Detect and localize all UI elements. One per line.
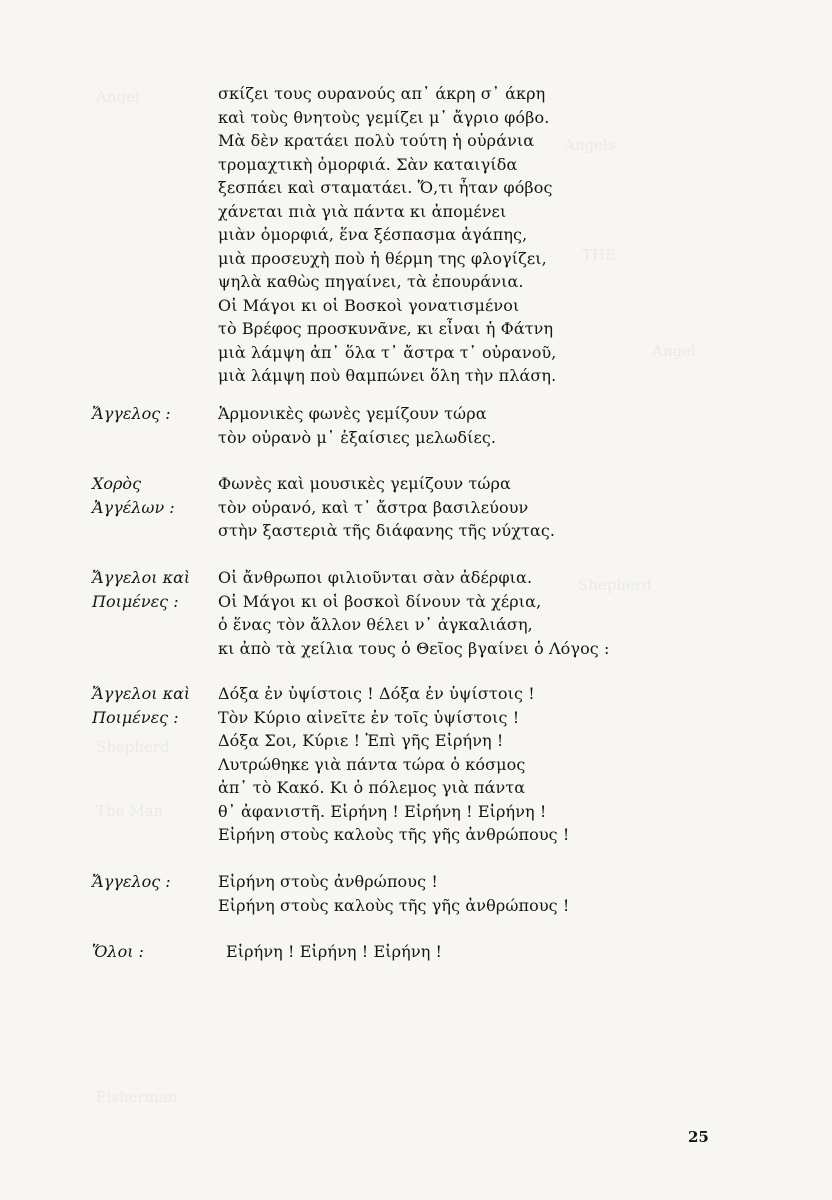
speaker-label — [92, 940, 222, 964]
verse-line: Εἰρήνη στοὺς καλοὺς τῆς γῆς ἀνθρώπους ! — [218, 895, 570, 915]
speaker-line: Ἄγγελος : — [92, 872, 171, 891]
verse-lines — [218, 682, 818, 847]
show-through-text: Angels — [564, 136, 616, 154]
verse-lines — [226, 940, 826, 964]
speaker-line: Ὅλοι : — [92, 942, 144, 961]
verse-line: ἀπ᾽ τὸ Κακό. Κι ὁ πόλεμος γιὰ πάντα — [218, 778, 526, 797]
verse-line: Δόξα Σοι, Κύριε ! Ἐπὶ γῆς Εἰρήνη ! — [218, 731, 504, 750]
verse-line: χάνεται πιὰ γιὰ πάντα κι ἀπομένει — [218, 201, 507, 221]
speaker-line: Ἀγγέλων : — [92, 497, 175, 517]
speaker-label — [92, 682, 222, 729]
verse-line: τὸν οὐρανό, καὶ τ᾽ ἄστρα βασιλεύουν — [218, 497, 529, 517]
verse-line: στὴν ξαστεριὰ τῆς διάφανης τῆς νύχτας. — [218, 521, 556, 540]
verse-line: Μὰ δὲν κρατάει πολὺ τούτη ἡ οὐράνια — [218, 131, 535, 150]
verse-line: μιὰ προσευχὴ ποὺ ἡ θέρμη της φλογίζει, — [218, 248, 547, 268]
verse-line: Εἰρήνη στοὺς καλοὺς τῆς γῆς ἀνθρώπους ! — [218, 825, 570, 844]
verse-line: Φωνὲς καὶ μουσικὲς γεμίζουν τώρα — [218, 474, 511, 493]
show-through-text: The Man — [96, 802, 164, 820]
speaker-line: Χορὸς — [92, 474, 142, 493]
verse-line: ψηλὰ καθὼς πηγαίνει, τὰ ἐπουράνια. — [218, 272, 524, 291]
verse-line: τρομαχτικὴ ὀμορφιά. Σὰν καταιγίδα — [218, 154, 518, 174]
show-through-text: Shepherd — [578, 576, 652, 594]
verse-line: μιὰ λάμψη ἀπ᾽ ὅλα τ᾽ ἄστρα τ᾽ οὐρανοῦ, — [218, 342, 557, 362]
verse-line: Οἱ Μάγοι κι οἱ βοσκοὶ δίνουν τὰ χέρια, — [218, 591, 542, 611]
show-through-text: Shepherd — [96, 738, 170, 756]
speaker-line: Ποιμένες : — [92, 707, 179, 727]
verse-lines — [218, 566, 818, 660]
verse-line: θ᾽ ἀφανιστῆ. Εἰρήνη ! Εἰρήνη ! Εἰρήνη ! — [218, 801, 547, 821]
show-through-text: Angel — [96, 88, 140, 106]
show-through-text: THE — [582, 246, 617, 264]
verse-line: Λυτρώθηκε γιὰ πάντα τώρα ὁ κόσμος — [218, 754, 526, 774]
speaker-line: Ποιμένες : — [92, 591, 179, 611]
show-through-text: Angel — [652, 342, 696, 360]
verse-line: Τὸν Κύριο αἰνεῖτε ἐν τοῖς ὑψίστοις ! — [218, 707, 520, 727]
verse-line: τὸν οὐρανὸ μ᾽ ἐξαίσιες μελωδίες. — [218, 427, 497, 447]
verse-line: καὶ τοὺς θνητοὺς γεμίζει μ᾽ ἄγριο φόβο. — [218, 107, 550, 127]
show-through-text: Fisherman — [96, 1088, 178, 1106]
speaker-label — [92, 472, 222, 519]
verse-line: Δόξα ἐν ὑψίστοις ! Δόξα ἐν ὑψίστοις ! — [218, 684, 535, 703]
speaker-line: Ἄγγελοι καὶ — [92, 568, 191, 587]
page-number: 25 — [688, 1128, 709, 1146]
verse-line: Εἰρήνη ! Εἰρήνη ! Εἰρήνη ! — [226, 942, 443, 961]
verse-lines — [218, 472, 818, 543]
verse-line: ὁ ἕνας τὸν ἄλλον θέλει ν᾽ ἀγκαλιάση, — [218, 615, 533, 634]
speaker-label — [92, 566, 222, 613]
verse-line: Οἱ ἄνθρωποι φιλιοῦνται σὰν ἀδέρφια. — [218, 568, 533, 587]
verse-line: Εἰρήνη στοὺς ἀνθρώπους ! — [218, 872, 438, 891]
speaker-label — [92, 402, 222, 426]
speaker-line: Ἄγγελοι καὶ — [92, 684, 191, 703]
speaker-label — [92, 870, 222, 894]
speaker-line: Ἄγγελος : — [92, 404, 171, 423]
verse-line: σκίζει τους ουρανούς απ᾽ άκρη σ᾽ άκρη — [218, 84, 546, 103]
verse-line: Οἱ Μάγοι κι οἱ Βοσκοὶ γονατισμένοι — [218, 295, 520, 315]
verse-line: Ἁρμονικὲς φωνὲς γεμίζουν τώρα — [218, 404, 487, 423]
verse-lines — [218, 402, 818, 449]
verse-lines — [218, 870, 818, 917]
verse-line: μιὰ λάμψη ποὺ θαμπώνει ὅλη τὴν πλάση. — [218, 366, 557, 385]
verse-line: μιὰν ὀμορφιά, ἕνα ξέσπασμα ἀγάπης, — [218, 225, 528, 244]
verse-line: τὸ Βρέφος προσκυνᾶνε, κι εἶναι ἡ Φάτνη — [218, 319, 554, 338]
verse-line: ξεσπάει καὶ σταματάει. Ὅ,τι ἦταν φόβος — [218, 178, 553, 197]
verse-lines — [218, 82, 818, 388]
verse-line: κι ἀπὸ τὰ χείλια τους ὁ Θεῖος βγαίνει ὁ Λόγος : — [218, 638, 610, 658]
